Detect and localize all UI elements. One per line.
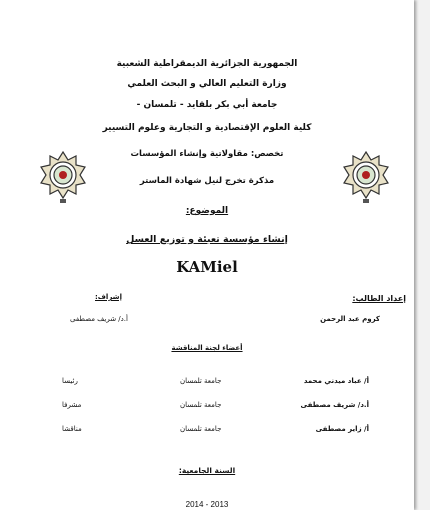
member-role: رئيسا [62, 377, 78, 385]
supervisor-label: إشراف: [95, 293, 122, 301]
subject-label: الموضوع: [185, 206, 229, 216]
member-name: أ/ زاير مصطفى [315, 425, 369, 433]
subject-title-latin: KAMiel [176, 258, 238, 276]
university-name: جامعة أبي بكر بلقايد - تلمسان - [136, 100, 278, 110]
member-university: جامعة تلمسان [180, 377, 222, 385]
subject-title-arabic: إنشاء مؤسسة تعبئة و توزيع العسل [126, 234, 288, 245]
student-name: كروم عبد الرحمن [320, 315, 380, 323]
member-role: مناقشا [62, 425, 82, 433]
republic-name: الجمهورية الجزائرية الديمقراطية الشعبية [116, 59, 298, 69]
academic-year-label: السنة الجامعية: [178, 466, 236, 475]
academic-year-value: 2014 - 2013 [185, 500, 229, 509]
thesis-type: مذكرة تخرج لنيل شهادة الماستر [139, 176, 275, 186]
member-name: أ/ عباد ميدني محمد [303, 377, 369, 385]
faculty-name: كلية العلوم الإقتصادية و التجارية وعلوم التسيير [102, 123, 312, 133]
member-university: جامعة تلمسان [180, 401, 222, 409]
supervisor-name: أ.د/ شريف مصطفى [70, 315, 128, 323]
member-name: أ.د/ شريف مصطفى [300, 401, 369, 409]
committee-label: أعضاء لجنة المناقشة [171, 344, 243, 352]
ministry-name: وزارة التعليم العالي و البحث العلمي [127, 79, 287, 89]
member-university: جامعة تلمسان [180, 425, 222, 433]
specialty: تخصص: مقاولاتية وإنشاء المؤسسات [130, 149, 284, 159]
member-role: مشرفا [62, 401, 82, 409]
student-label: إعداد الطالب: [352, 294, 406, 303]
